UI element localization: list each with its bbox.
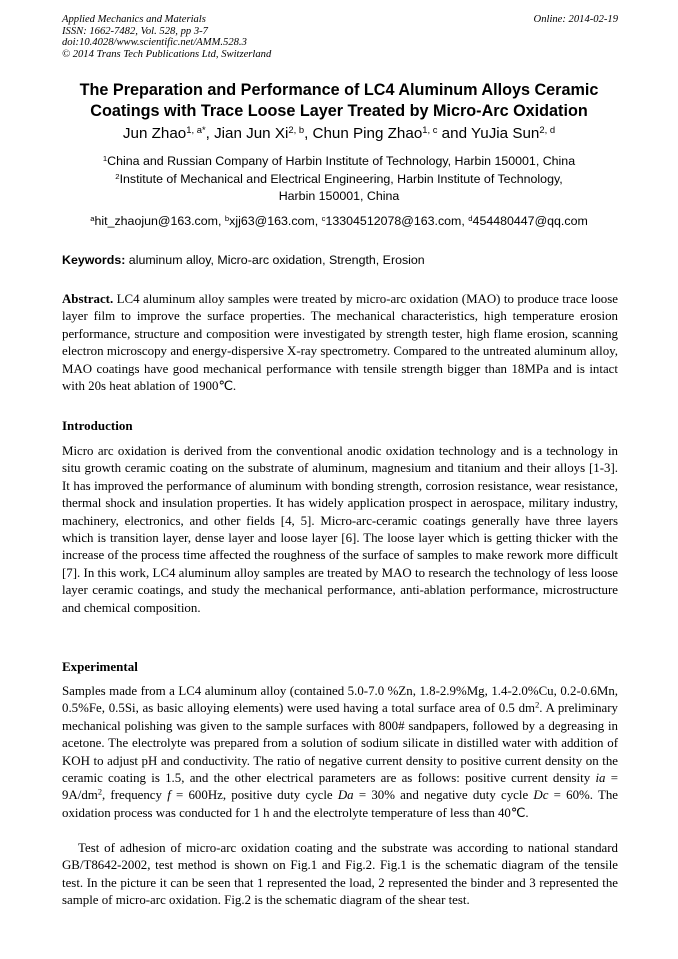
email-mark: d — [468, 213, 473, 223]
title-line-2: Coatings with Trace Loose Layer Treated by Micro-Arc Oxidation — [90, 101, 588, 120]
paper-title — [40, 80, 638, 121]
email-link[interactable]: 454480447@qq.com — [472, 214, 588, 228]
author-affiliation-mark: 2, d — [539, 123, 556, 135]
affiliation-text: China and Russian Company of Harbin Institute of Technology, Harbin 150001, China — [107, 154, 576, 168]
journal-issn: ISSN: 1662-7482, Vol. 528, pp 3-7 — [62, 25, 208, 37]
online-date: Online: 2014-02-19 — [533, 14, 618, 25]
author-affiliation-mark: 1, a* — [186, 123, 206, 135]
author-separator: , — [304, 125, 313, 142]
author-list — [30, 124, 648, 143]
affiliation-mark: 1 — [102, 153, 108, 163]
experimental-paragraph-1 — [62, 683, 618, 822]
text-run: = 30% and negative duty cycle — [353, 788, 534, 803]
affiliation-mark: 2 — [115, 171, 120, 181]
journal-copyright: © 2014 Trans Tech Publications Ltd, Switzerland — [62, 48, 272, 60]
email-mark: c — [321, 213, 326, 223]
affiliation-1 — [40, 153, 638, 171]
author-name: YuJia Sun — [470, 125, 540, 142]
abstract-label: Abstract. — [62, 292, 114, 306]
abstract-text: LC4 aluminum alloy samples were treated by micro-arc oxidation (MAO) to produce trace loose layer film to improve the surface properties. The mechanical characteristics, high temperature erosion performance, structure and composition were investigated by strength tester, high flame erosion, scanning electron microscopy and energy-dispersive X-ray spectrometry. Compared to the untreated aluminum alloy, MAO coatings have good mechanical performance with tensile strength bigger than 18MPa and is intact with 20s heat ablation of 1900℃. — [62, 292, 618, 394]
author-separator: and — [437, 125, 471, 142]
author-affiliation-mark: 1, c — [422, 123, 438, 135]
symbol-ia: ia — [595, 771, 606, 786]
author-affiliation-mark: 2, b — [288, 123, 305, 135]
symbol-f: f — [167, 788, 171, 803]
affiliation-2 — [40, 171, 638, 189]
keywords-text: aluminum alloy, Micro-arc oxidation, Strength, Erosion — [125, 253, 425, 267]
email-link[interactable]: 13304512078@163.com, — [325, 214, 469, 228]
symbol-dc: Dc — [533, 788, 549, 803]
text-run: , frequency — [102, 788, 168, 803]
symbol-da: Da — [337, 788, 354, 803]
abstract — [62, 291, 618, 395]
author-emails — [40, 213, 638, 229]
email-mark: a — [90, 213, 95, 223]
section-heading-introduction: Introduction — [62, 418, 133, 433]
keywords — [62, 252, 618, 268]
journal-name: Applied Mechanics and Materials — [62, 14, 206, 25]
title-line-1: The Preparation and Performance of LC4 Aluminum Alloys Ceramic — [79, 81, 599, 99]
text-run: = 9A/dm — [62, 771, 618, 803]
text-run: Samples made from a LC4 aluminum alloy (contained 5.0-7.0 %Zn, 1.8-2.9%Mg, 1.4-2.0%Cu, 0.2-0.6Mn, 0.5%Fe, 0.5Si, as basic alloying elements) were used having a total surface area of 0.5 dm — [62, 684, 618, 716]
author-separator: , — [205, 125, 215, 142]
email-mark: b — [224, 213, 230, 223]
email-link[interactable]: hit_zhaojun@163.com, — [94, 214, 225, 228]
superscript: 2 — [535, 700, 540, 710]
affiliation-2-cont: Harbin 150001, China — [278, 189, 400, 203]
text-run: = 600Hz, positive duty cycle — [170, 788, 338, 803]
text-run: Test of adhesion of micro-arc oxidation coating and the substrate was according to national standard GB/T8642-2002, test method is shown on Fig.1 and Fig.2. Fig.1 is the schematic diagram of the tensile test. In the picture it can be seen that 1 represented the load, 2 represented the binder and 3 represented the sample of micro-arc oxidation. Fig.2 is the schematic diagram of the shear test. — [62, 841, 618, 908]
superscript: 2 — [97, 787, 102, 797]
keywords-label: Keywords: — [62, 253, 126, 267]
email-link[interactable]: xjj63@163.com, — [229, 214, 322, 228]
author-name: Jian Jun Xi — [214, 125, 289, 142]
journal-header — [62, 14, 618, 60]
affiliation-text: Institute of Mechanical and Electrical Engineering, Harbin Institute of Technology, — [119, 171, 563, 186]
text-run: = 60%. The oxidation process was conducted for 1 h and the electrolyte temperature of less than 40℃. — [62, 788, 619, 820]
journal-doi: doi:10.4028/www.scientific.net/AMM.528.3 — [62, 37, 247, 49]
author-name: Chun Ping Zhao — [312, 125, 423, 142]
affiliations — [40, 153, 638, 206]
experimental-paragraph-2 — [62, 840, 618, 910]
text-run: . A preliminary mechanical polishing was given to the sample surfaces with 800# sandpapers, followed by a degreasing in acetone. The electrolyte was prepared from a solution of sodium silicate in distilled water with addition of KOH to adjust pH and conductivity. The ratio of negative current density to positive current density on the ceramic coating is 1.5, and the other electrical parameters are as follows: positive current density — [62, 701, 618, 786]
author-name: Jun Zhao — [122, 125, 187, 142]
section-heading-experimental: Experimental — [62, 659, 138, 674]
introduction-paragraph: Micro arc oxidation is derived from the conventional anodic oxidation technology and is a technology in situ growth ceramic coating on the substrate of aluminum, magnesium and titanium and their alloys [1-3]. It has improved the performance of aluminum with bonding strength, corrosion resistance, wear resistance, thermal shock and insulation properties. It has widely application prospect in aerospace, military industry, machinery, electronics, and other fields [4, 5]. Micro-arc-ceramic coatings generally have three layers which is transition layer, dense layer and loose layer [6]. The loose layer which is getting thicker with the increase of the process time affected the roughness of the surface of samples to make rework more difficult [7]. In this work, LC4 aluminum alloy samples are treated by MAO to research the technology of less loose layer ceramic coatings, and study the mechanical performance, anti-ablation performance, microstructure and chemical composition. — [62, 444, 618, 615]
